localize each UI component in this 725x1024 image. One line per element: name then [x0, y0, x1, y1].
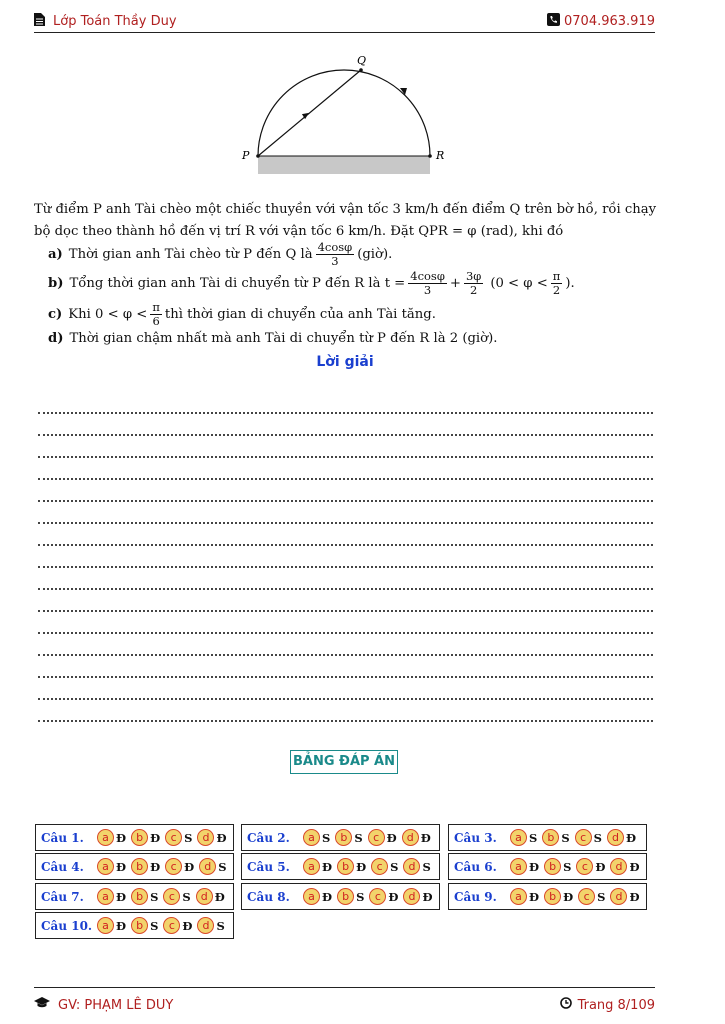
answer-option — [610, 888, 642, 905]
option-letter: b — [542, 829, 559, 846]
semicircle-figure — [230, 50, 460, 180]
statement-d — [48, 331, 497, 346]
option-letter: b — [131, 829, 148, 846]
footer-left — [34, 997, 173, 1013]
option-answer: S — [597, 889, 606, 904]
statement-c-post: thì thời gian di chuyển của anh Tài tăng. — [164, 307, 436, 322]
fraction-den: 6 — [152, 314, 160, 328]
solution-title: Lời giải — [316, 354, 374, 370]
option-letter: d — [403, 888, 420, 905]
statement-d-label: d) — [48, 331, 64, 346]
option-answer: S — [216, 918, 225, 933]
option-letter: d — [402, 829, 419, 846]
option-letter: c — [371, 858, 388, 875]
option-answer: Đ — [322, 889, 333, 904]
path-pq — [258, 70, 361, 156]
answer-option — [335, 829, 365, 846]
option-letter: c — [576, 858, 593, 875]
statement-b-label: b) — [48, 276, 64, 291]
dotted-line — [38, 554, 653, 568]
option-answer: Đ — [322, 859, 333, 874]
dotted-line — [38, 642, 653, 656]
header-title: Lớp Toán Thầy Duy — [53, 14, 177, 29]
document-icon — [34, 13, 45, 30]
option-answer: S — [182, 889, 191, 904]
answer-cell — [35, 883, 234, 910]
fraction-den: 3 — [423, 283, 432, 297]
option-letter: a — [510, 888, 527, 905]
dotted-line — [38, 664, 653, 678]
answer-cell — [241, 883, 440, 910]
option-letter: c — [165, 858, 182, 875]
statement-b-text: Tổng thời gian anh Tài di chuyển từ P đến R là t = — [69, 276, 406, 291]
option-answer: S — [422, 859, 431, 874]
option-answer: S — [184, 830, 193, 845]
answer-option — [544, 888, 576, 905]
statement-c-text: Khi 0 < φ < — [68, 307, 148, 322]
option-answer: S — [563, 859, 572, 874]
answer-option — [131, 829, 163, 846]
problem-line-1: Từ điểm P anh Tài chèo một chiếc thuyền với vận tốc 3 km/h đến điểm Q trên bờ hồ, rồi chạy — [34, 202, 657, 217]
option-answer: Đ — [629, 889, 640, 904]
fraction-den: 3 — [331, 254, 339, 268]
header-phone: 0704.963.919 — [564, 14, 655, 29]
dotted-line — [38, 532, 653, 546]
option-answer: S — [218, 859, 227, 874]
option-answer: Đ — [150, 859, 161, 874]
fraction-num: π — [552, 269, 561, 283]
dotted-line — [38, 686, 653, 700]
problem-text — [34, 199, 659, 243]
question-label: Câu 7. — [41, 889, 84, 904]
option-answer: Đ — [529, 889, 540, 904]
answer-option — [303, 858, 335, 875]
option-answer: Đ — [563, 889, 574, 904]
fraction-num: 3φ — [465, 269, 482, 283]
answer-option — [610, 858, 642, 875]
answer-option — [575, 829, 605, 846]
option-letter: a — [303, 829, 320, 846]
question-label: Câu 4. — [41, 859, 84, 874]
answer-option — [303, 888, 335, 905]
answer-option — [97, 888, 129, 905]
option-answer: Đ — [595, 859, 606, 874]
answer-option — [403, 858, 433, 875]
option-answer: Đ — [216, 830, 227, 845]
answer-option — [402, 829, 434, 846]
option-letter: d — [403, 858, 420, 875]
option-letter: a — [510, 858, 527, 875]
label-q: Q — [357, 54, 367, 67]
answer-option — [131, 888, 161, 905]
statement-c-label: c) — [48, 307, 63, 322]
option-answer: S — [561, 830, 570, 845]
option-answer: Đ — [420, 830, 431, 845]
answer-option — [199, 858, 229, 875]
semicircle-arc — [258, 70, 430, 156]
statement-a-post: (giờ). — [357, 247, 393, 262]
answer-cell — [241, 853, 440, 880]
question-label: Câu 8. — [247, 889, 290, 904]
dotted-line — [38, 422, 653, 436]
fraction — [464, 270, 483, 297]
dotted-line — [38, 466, 653, 480]
point-q — [359, 68, 363, 72]
header-right — [547, 13, 655, 30]
option-letter: c — [369, 888, 386, 905]
question-label: Câu 3. — [454, 830, 497, 845]
answer-option — [337, 858, 369, 875]
problem-line-2: bộ dọc theo thành hồ đến vị trí R với vận tốc 6 km/h. Đặt QPR = φ (rad), khi đó — [34, 224, 564, 239]
dotted-line — [38, 488, 653, 502]
dotted-line — [38, 576, 653, 590]
answer-cell — [35, 912, 234, 939]
fraction — [551, 270, 563, 297]
plus-sign: + — [449, 276, 461, 291]
statement-c — [48, 301, 436, 328]
option-answer: Đ — [388, 889, 399, 904]
condition-post: ). — [565, 276, 575, 291]
answer-option — [131, 858, 163, 875]
answer-option — [165, 858, 197, 875]
footer-right — [560, 997, 655, 1013]
option-letter: c — [575, 829, 592, 846]
option-answer: Đ — [116, 830, 127, 845]
option-answer: S — [529, 830, 538, 845]
option-answer: Đ — [386, 830, 397, 845]
option-answer: S — [390, 859, 399, 874]
option-answer: Đ — [629, 859, 640, 874]
answer-option — [163, 917, 195, 934]
option-letter: b — [131, 858, 148, 875]
answer-option — [303, 829, 333, 846]
answer-option — [403, 888, 435, 905]
option-answer: Đ — [625, 830, 636, 845]
answer-option — [97, 829, 129, 846]
answer-option — [578, 888, 608, 905]
option-letter: d — [199, 858, 216, 875]
option-answer: Đ — [214, 889, 225, 904]
condition-pre: (0 < φ < — [490, 276, 548, 291]
dotted-line — [38, 598, 653, 612]
answer-option — [542, 829, 572, 846]
option-answer: Đ — [116, 889, 127, 904]
option-answer: Đ — [150, 830, 161, 845]
option-answer: Đ — [116, 918, 127, 933]
answer-cell — [35, 853, 234, 880]
answer-option — [196, 888, 228, 905]
answer-option — [197, 829, 229, 846]
statement-d-text: Thời gian chậm nhất mà anh Tài di chuyển từ P đến R là 2 (giờ). — [69, 331, 498, 346]
label-r: R — [436, 149, 445, 162]
option-answer: Đ — [116, 859, 127, 874]
answer-option — [131, 917, 161, 934]
label-p: P — [242, 149, 250, 162]
fraction — [408, 270, 447, 297]
statement-a-text: Thời gian anh Tài chèo từ P đến Q là — [68, 247, 313, 262]
answer-table-title: BẢNG ĐÁP ÁN — [290, 750, 398, 774]
graduation-cap-icon — [34, 997, 50, 1013]
option-answer: Đ — [422, 889, 433, 904]
answer-option — [197, 917, 227, 934]
answer-cell — [448, 853, 647, 880]
answer-option — [368, 829, 400, 846]
fraction-den: 2 — [552, 283, 561, 297]
option-answer: Đ — [529, 859, 540, 874]
dotted-line — [38, 444, 653, 458]
answer-option — [97, 858, 129, 875]
answer-cell — [448, 883, 647, 910]
point-p — [256, 154, 260, 158]
answer-option — [510, 858, 542, 875]
question-label: Câu 6. — [454, 859, 497, 874]
option-letter: a — [510, 829, 527, 846]
answer-option — [97, 917, 129, 934]
dotted-line — [38, 708, 653, 722]
option-answer: S — [150, 889, 159, 904]
answer-option — [544, 858, 574, 875]
option-letter: a — [97, 888, 114, 905]
option-letter: d — [610, 888, 627, 905]
page-header — [34, 10, 655, 33]
phone-icon — [547, 13, 560, 30]
answer-option — [371, 858, 401, 875]
fraction-num: 4cosφ — [317, 240, 353, 254]
statement-b — [48, 270, 575, 297]
answer-option — [576, 858, 608, 875]
answer-option — [510, 829, 540, 846]
option-letter: c — [165, 829, 182, 846]
option-letter: a — [97, 829, 114, 846]
header-left — [34, 13, 177, 30]
answer-option — [510, 888, 542, 905]
statement-a — [48, 241, 392, 268]
option-letter: b — [337, 888, 354, 905]
option-letter: b — [337, 858, 354, 875]
option-letter: d — [197, 917, 214, 934]
answer-option — [165, 829, 195, 846]
fraction-num: 4cosφ — [410, 269, 445, 283]
fraction — [316, 241, 355, 268]
fraction-den: 2 — [469, 283, 478, 297]
answer-option — [607, 829, 639, 846]
question-label: Câu 1. — [41, 830, 84, 845]
footer-page: Trang 8/109 — [577, 997, 655, 1013]
page-footer — [34, 987, 655, 1016]
answer-cell — [448, 824, 647, 851]
question-label: Câu 5. — [247, 859, 290, 874]
option-answer: S — [150, 918, 159, 933]
question-label: Câu 10. — [41, 918, 93, 933]
statement-a-label: a) — [48, 247, 63, 262]
option-letter: d — [607, 829, 624, 846]
option-answer: Đ — [184, 859, 195, 874]
answer-cell — [35, 824, 234, 851]
option-letter: c — [163, 888, 180, 905]
point-r — [428, 154, 432, 158]
option-letter: b — [131, 917, 148, 934]
fraction — [150, 301, 162, 328]
question-label: Câu 9. — [454, 889, 497, 904]
option-answer: S — [593, 830, 602, 845]
option-answer: Đ — [182, 918, 193, 933]
shaded-region — [258, 156, 430, 174]
answer-option — [337, 888, 367, 905]
dotted-line — [38, 510, 653, 524]
option-letter: d — [610, 858, 627, 875]
question-label: Câu 2. — [247, 830, 290, 845]
fraction-num: π — [152, 300, 160, 314]
option-letter: d — [196, 888, 213, 905]
option-letter: b — [131, 888, 148, 905]
option-letter: b — [335, 829, 352, 846]
option-answer: S — [356, 889, 365, 904]
option-letter: d — [197, 829, 214, 846]
option-letter: c — [368, 829, 385, 846]
option-letter: b — [544, 858, 561, 875]
option-answer: S — [322, 830, 331, 845]
dotted-line — [38, 620, 653, 634]
answer-option — [369, 888, 401, 905]
option-letter: a — [303, 888, 320, 905]
option-letter: a — [97, 917, 114, 934]
option-letter: c — [163, 917, 180, 934]
option-letter: a — [97, 858, 114, 875]
footer-teacher: GV: PHẠM LÊ DUY — [58, 997, 174, 1013]
option-letter: c — [578, 888, 595, 905]
option-answer: S — [354, 830, 363, 845]
answer-cell — [241, 824, 440, 851]
clock-icon — [560, 997, 572, 1013]
dotted-line — [38, 400, 653, 414]
option-letter: b — [544, 888, 561, 905]
option-answer: Đ — [356, 859, 367, 874]
answer-option — [163, 888, 193, 905]
option-letter: a — [303, 858, 320, 875]
